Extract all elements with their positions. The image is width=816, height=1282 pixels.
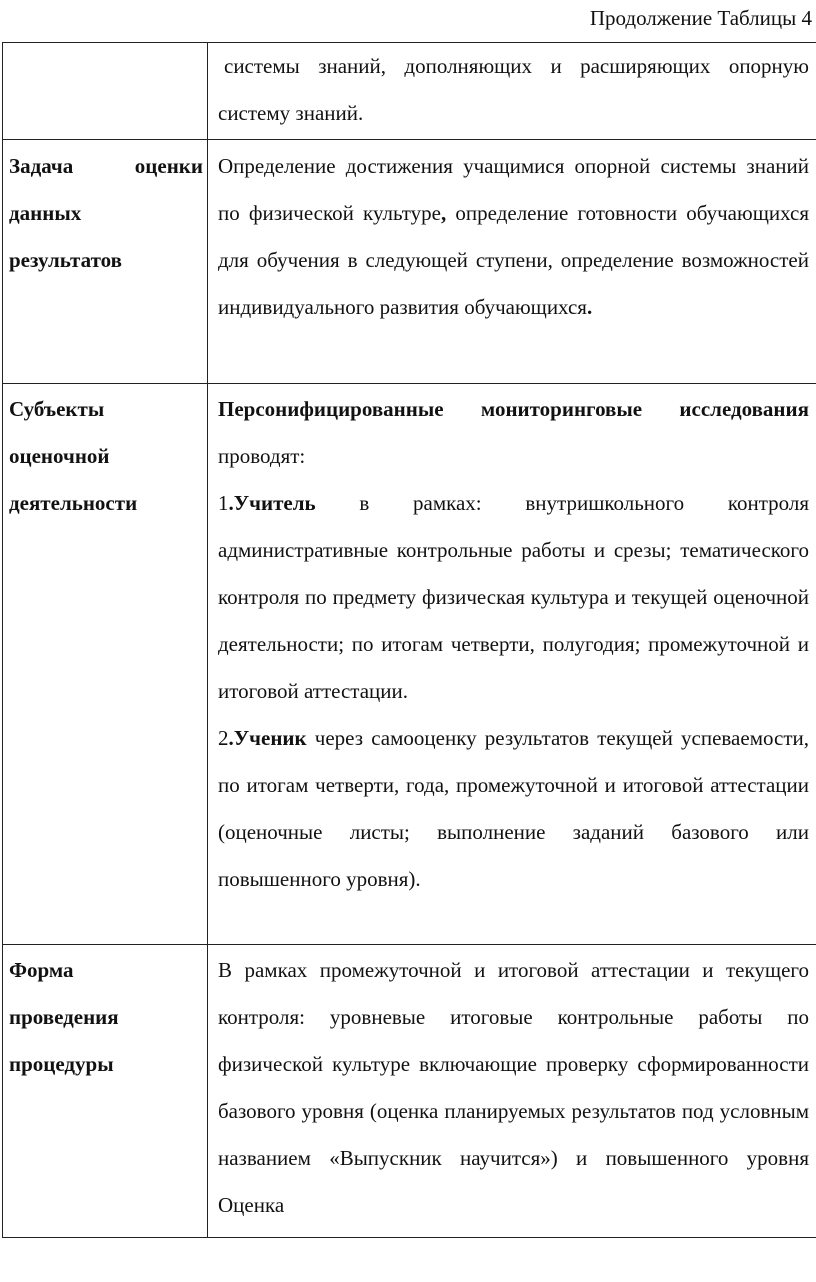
- bold-text: ,: [441, 201, 447, 225]
- table-row: [3, 384, 816, 945]
- bold-text: Персонифицированные мониторинговые исследования: [218, 397, 809, 421]
- text-run: 2: [218, 726, 229, 750]
- text-run: определение готовности обучающихся для обучения в следующей ступени, определение возможностей индивидуального развития обучающихся: [218, 201, 809, 319]
- label-line: оценочной: [9, 444, 110, 468]
- label-line: данных: [9, 201, 82, 225]
- table-row: [3, 945, 816, 1238]
- label-line: Форма: [9, 958, 74, 982]
- label-line: проведения: [9, 1005, 119, 1029]
- bold-text: .Ученик: [228, 726, 307, 750]
- table-row: [3, 140, 816, 384]
- text-run: 1: [218, 491, 229, 515]
- text-run: в рамках: внутришкольного контроля административные контрольные работы и срезы; тематического контроля по предмету физическая культура и текущей оценочной деятельности; по итогам четверти, полугодия; промежуточной и итоговой аттестации.: [218, 491, 809, 703]
- row-content: [208, 384, 816, 945]
- content-paragraph: [218, 480, 809, 715]
- content-paragraph: системы знаний, дополняющих и расширяющих опорную систему знаний.: [218, 54, 809, 125]
- label-line: деятельности: [9, 491, 138, 515]
- label-line: результатов: [9, 248, 122, 272]
- row-label: [3, 43, 208, 140]
- row-content: [208, 945, 816, 1238]
- table-row: [3, 43, 816, 140]
- row-content: [208, 43, 816, 140]
- row-label: [3, 384, 208, 945]
- content-paragraph: [218, 386, 809, 480]
- row-content: [208, 140, 816, 384]
- content-paragraph: [218, 715, 809, 903]
- table-continuation-caption: Продолжение Таблицы 4: [589, 6, 812, 30]
- text-run: через самооценку результатов текущей успеваемости, по итогам четверти, года, промежуточной и итоговой аттестации (оценочные листы; выполнение заданий базового или повышенного уровня).: [218, 726, 809, 891]
- bold-text: .: [586, 295, 593, 319]
- row-label: [3, 140, 208, 384]
- label-line: Субъекты: [9, 397, 105, 421]
- assessment-table: [2, 42, 816, 1238]
- text-run: проводят:: [218, 444, 306, 468]
- row-label: [3, 945, 208, 1238]
- label-line: процедуры: [9, 1052, 114, 1076]
- label-line: Задача оценки: [9, 154, 203, 178]
- content-paragraph: [218, 143, 809, 331]
- content-paragraph: В рамках промежуточной и итоговой аттестации и текущего контроля: уровневые итоговые контрольные работы по физической культуре включающие проверку сформированности базового уровня (оценка планируемых результатов под условным названием «Выпускник научится») и повышенного уровня Оценка: [218, 958, 809, 1217]
- text-run: Определение достижения учащимися опорной системы знаний по физической культуре: [218, 154, 809, 225]
- bold-text: .Учитель: [228, 491, 316, 515]
